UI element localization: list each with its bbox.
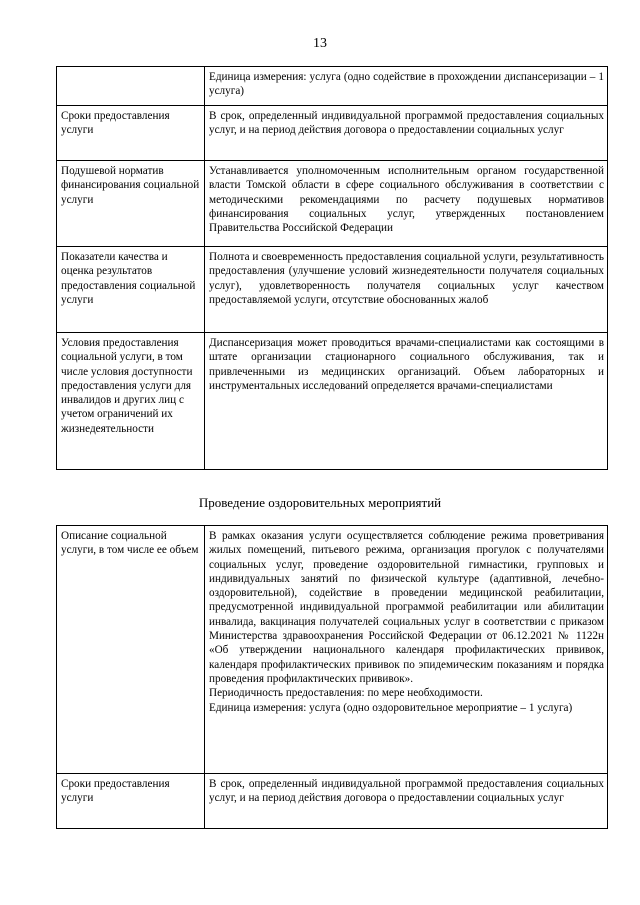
table-row	[57, 526, 608, 774]
unit-paragraph: Единица измерения: услуга (одно оздоровительное мероприятие – 1 услуга)	[209, 701, 573, 714]
service-table-bottom	[56, 525, 608, 829]
periodicity-paragraph: Периодичность предоставления: по мере необходимости.	[209, 687, 483, 700]
table-row	[57, 333, 608, 470]
table-row	[57, 106, 608, 161]
row-label	[57, 67, 205, 106]
section-heading: Проведение оздоровительных мероприятий	[198, 495, 442, 510]
row-value: Диспансеризация может проводиться врачами-специалистами как состоящими в штате организации стационарного социального обслуживания, так и привлеченными из медицинских организаций. Объем лабораторных и инструментальных исследований определяется врачами-специалистами	[205, 333, 608, 470]
row-value: В срок, определенный индивидуальной программой предоставления социальных услуг, и на период действия договора о предоставлении социальных услуг	[205, 106, 608, 161]
row-value: Полнота и своевременность предоставления социальной услуги, результативность предоставления (улучшение условий жизнедеятельности получателя социальных услуг), удовлетворенность получателя социальных услуг качеством предоставляемой услуги, отсутствие обоснованных жалоб	[205, 247, 608, 333]
table-row	[57, 67, 608, 106]
row-value: Устанавливается уполномоченным исполнительным органом государственной власти Томской области в сфере социального обслуживания в соответствии с методическими рекомендациями по расчету подушевых нормативов финансирования социальных услуг, утвержденных постановлением Правительства Российской Федерации	[205, 161, 608, 247]
table-row	[57, 247, 608, 333]
row-value: Единица измерения: услуга (одно содействие в прохождении диспансеризации – 1 услуга)	[205, 67, 608, 106]
page-number: 13	[313, 36, 327, 51]
row-value	[205, 526, 608, 774]
description-paragraph: В рамках оказания услуги осуществляется соблюдение режима проветривания жилых помещений, питьевого режима, организация прогулок с получателями социальных услуг, проведение оздоровительной гимнастики, групповых и индивидуальных занятий по физической культуре (адаптивной, лечебно-оздоровительной), содействие в проведении медицинской реабилитации, предусмотренной индивидуальной программой реабилитации или абилитации инвалида, вакцинация получателей социальных услуг в соответствии с приказом Министерства здравоохранения Российской Федерации от 06.12.2021 № 1122н «Об утверждении национального календаря профилактических прививок, календаря профилактических прививок по эпидемическим показаниям и порядка проведения профилактических прививок».	[209, 530, 604, 685]
row-label: Показатели качества и оценка результатов предоставления социальной услуги	[57, 247, 205, 333]
row-label: Подушевой норматив финансирования социальной услуги	[57, 161, 205, 247]
row-label: Сроки предоставления услуги	[57, 774, 205, 829]
row-label: Сроки предоставления услуги	[57, 106, 205, 161]
table-row	[57, 161, 608, 247]
service-table-top	[56, 66, 608, 470]
row-label: Условия предоставления социальной услуги, в том числе условия доступности предоставления услуги для инвалидов и других лиц с учетом ограничений их жизнедеятельности	[57, 333, 205, 470]
row-value: В срок, определенный индивидуальной программой предоставления социальных услуг, и на период действия договора о предоставлении социальных услуг	[205, 774, 608, 829]
table-row	[57, 774, 608, 829]
row-label: Описание социальной услуги, в том числе ее объем	[57, 526, 205, 774]
